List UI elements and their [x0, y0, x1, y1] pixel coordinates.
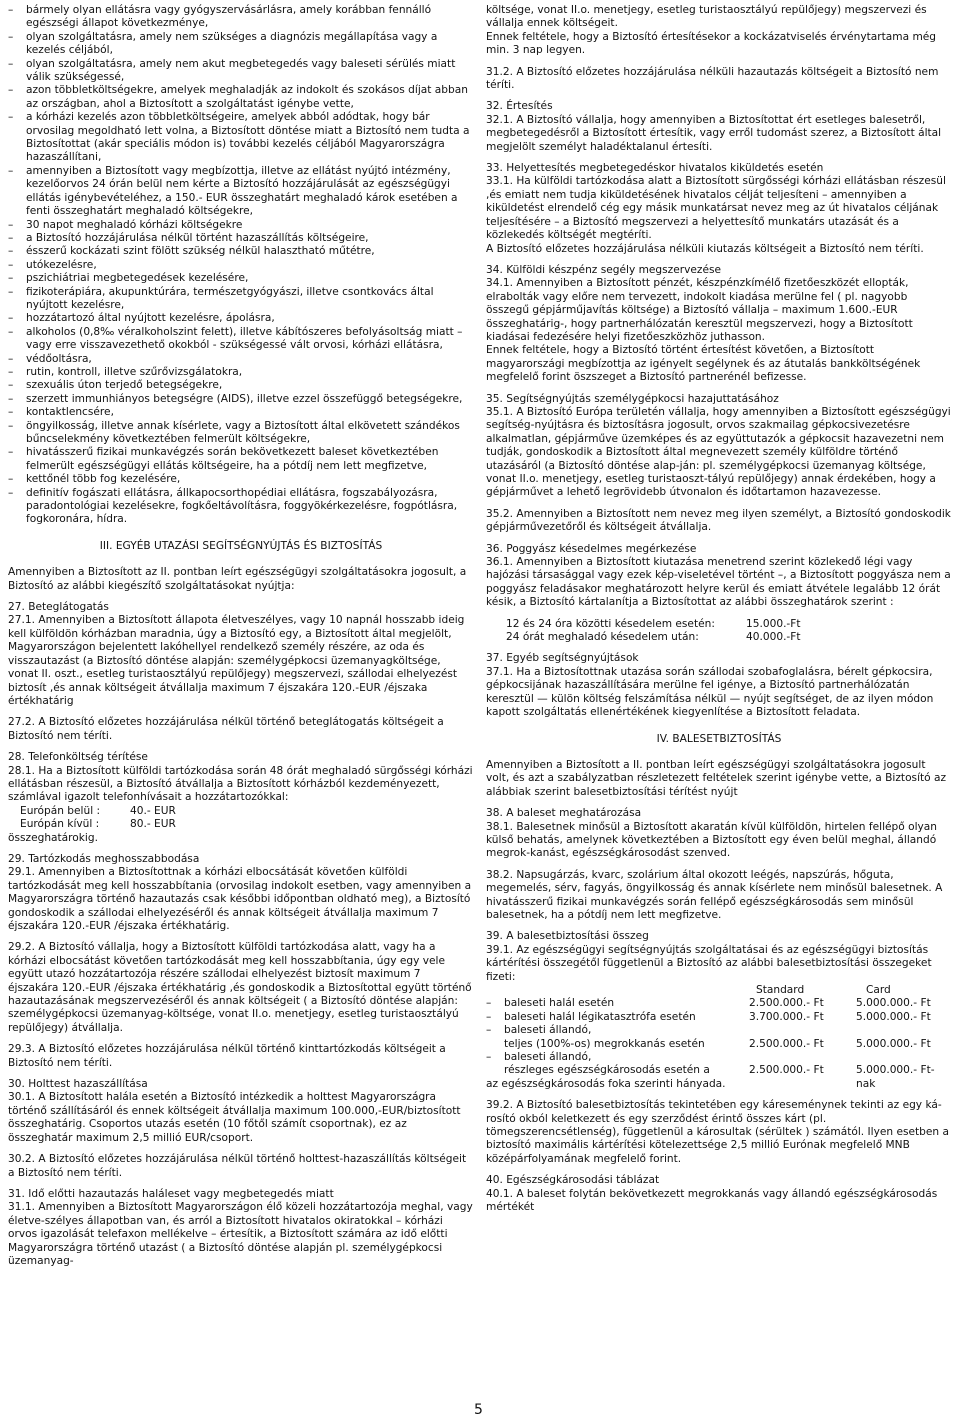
s37-1: 37.1. Ha a Biztosítottnak utazása során szállodai szobafoglalásra, bérelt gépkocsira, gépkocsijának hazaszállítására merülne fel igénye, a Biztosító partnerhálózatán keresztül — külön költség felszámítása nélkül — nyújt segítséget, de az ilyen módon kapott szolgáltatás ellenértékének kiegyenlítése a Biztosított feladata. — [486, 665, 934, 719]
s39-after: az egészségkárosodás foka szerinti hányada. — [486, 1077, 726, 1090]
benefit-standard-amount: 3.700.000.- Ft — [749, 1010, 824, 1023]
exclusion-item: – védőoltásra, — [8, 353, 474, 366]
benefit-label: – baleseti állandó, — [504, 1024, 592, 1037]
phone-row-label: Európán kívül : — [20, 818, 100, 831]
exclusion-item: – szexuális úton terjedő betegségekre, — [8, 379, 474, 392]
s27-2: 27.2. A Biztosító előzetes hozzájárulása nélkül történő beteglátogatás költségeit a Biztosító nem téríti. — [8, 716, 444, 742]
s34-title: 34. Külföldi készpénz segély megszervezése — [486, 263, 721, 276]
exclusion-item: – hozzátartozó által nyújtott kezelésre, ápolásra, — [8, 312, 474, 325]
exclusion-item: – a kórházi kezelés azon többletköltségeire, amelyek abból adódtak, hogy bár orvosilag megoldható lett volna, a Biztosított döntése miatt a Biztosító nem tudta a Biztosítottat (akár speciális módon is) további kezelés céljából Magyarországra hazaszállítani, — [8, 111, 474, 165]
s35-1: 35.1. A Biztosító Európa területén vállalja, hogy amennyiben a Biztosított egészségügyi segítség-nyújtásra és biztosításra jogosult, orvos szakmailag gépkocsivezetésre alkalmatlan, gépjárműve üzemképes és az együttutazók a gépkocsit hazavezetni nem tudják, gondoskodik a Biztosított által megnevezett személy külföldre történő utazásáról (a Biztosító döntése alap-ján: pl. személygépkocsi üzemanyag költsége, vonat II.o. menetjegy, esetleg turistaoszt-tályú repülőjegy) annak érdekében, hogy a gépjárművet a lehető legrövidebb útvonalon és időtartamon hazavezesse. — [486, 405, 951, 499]
benefit-card-amount: 5.000.000.- Ft — [856, 1010, 931, 1023]
exclusion-item: – kettőnél több fog kezelésére, — [8, 473, 474, 486]
benefit-standard-amount: 2.500.000.- Ft — [749, 1037, 824, 1050]
s39-1: 39.1. Az egészségügyi segítségnyújtás szolgáltatásai és az egészségügyi biztosítás kártérítési összegétől függetlenül a Biztosító az alábbi balesetbiztosítási összegeket fizeti: — [486, 943, 932, 983]
s29-title: 29. Tartózkodás meghosszabbodása — [8, 852, 200, 865]
s30-title: 30. Holttest hazaszállítása — [8, 1078, 148, 1091]
s32-title: 32. Értesítés — [486, 100, 553, 113]
exclusion-item: – bármely olyan ellátásra vagy gyógyszervásárlásra, amely korábban fennálló egészségi állapot következménye, — [8, 4, 474, 31]
section-iv-title: IV. BALESETBIZTOSÍTÁS — [656, 732, 782, 745]
exclusion-item: – amennyiben a Biztosított vagy megbízottja, illetve az ellátást nyújtó intézmény, kezelőorvos 24 órán belül nem kérte a Biztosító hozzájárulását az egészségügyi ellátás igénybevételéhez, a 150.- EUR összeghatárt meghaladó károk esetében a fenti összeghatárt meghaladó költségekre, — [8, 165, 474, 219]
section-iii-title: III. EGYÉB UTAZÁSI SEGÍTSÉGNYÚJTÁS ÉS BIZTOSÍTÁS — [99, 539, 383, 552]
s31-cont2: Ennek feltétele, hogy a Biztosító értesítésekor a kockázatviselés érvénytartama még min. 3 nap legyen. — [486, 30, 937, 57]
left-column — [8, 4, 474, 1268]
s27-1: 27.1. Amennyiben a Biztosított állapota életveszélyes, vagy 10 napnál hosszabb ideig kell külföldön kórházban maradnia, úgy a Biztosító egy, a Biztosított által megjelölt, Magyarországon bejelentett lakóhellyel rendelkező személy részére, az oda és visszautazást (a Biztosító döntése alapján: személygépkocsi üzemanyagköltsége, vonat II. oszt., esetleg turistaosztályú repülőjegy) megszervezi, szállodai elhelyezést biztosít ,és annak költségeit átvállalja maximum 7 éjszakára 120.-EUR /éjszaka értékhatárig — [8, 614, 465, 707]
exclusion-list — [8, 4, 474, 527]
s38-2: 38.2. Napsugárzás, kvarc, szolárium által okozott leégés, napszúrás, hőguta, megemelés, sérv, fagyás, öngyilkosság és annak kísérlete nem minősül balesetnek. A hivatásszerű fizikai munkavégzés során fellépő egészségkárosodás sem minősül balesetnek, ha a pótdíj nem lett megfizetve. — [486, 868, 943, 921]
exclusion-item: – azon többletköltségekre, amelyek meghaladják az indokolt és szokásos díjat abban az országban, ahol a Biztosított a szolgáltatást igénybe vette, — [8, 84, 474, 111]
s33-1: 33.1. Ha külföldi tartózkodása alatt a Biztosított sürgősségi kórházi ellátásban részesül ,és emiatt nem tudja kiküldetésének hivatalos célját teljesíteni – amennyiben a kiküldetést elrendelő cég egy másik munkatársat nevez meg az út hivatalos céljának teljesítésére – a Biztosító megszervezi a helyettesítő munkatárs utazását és a közlekedés költségét megtéríti. — [486, 175, 946, 242]
exclusion-item: – alkoholos (0,8‰ véralkoholszint felett), illetve kábítószeres befolyásoltság miatt – vagy erre visszavezethető okokból - szükségessé vált orvosi, kórházi ellátásra, — [8, 326, 474, 353]
benefit-table-header — [486, 984, 952, 997]
s29-3: 29.3. A Biztosító előzetes hozzájárulása nélkül történő kinttartózkodás költségeit a Biztosító nem téríti. — [8, 1043, 446, 1069]
benefit-label: részleges egészségkárosodás esetén a — [504, 1064, 710, 1077]
s40-1: 40.1. A baleset folytán bekövetkezett megrokkanás vagy állandó egészségkárosodás mértékét — [486, 1187, 938, 1214]
s35-title: 35. Segítségnyújtás személygépkocsi hazajuttatásához — [486, 392, 779, 405]
benefit-label: teljes (100%-os) megrokkanás esetén — [504, 1037, 705, 1050]
phone-row-label: Európán belül : — [20, 804, 101, 817]
s34-1: 34.1. Amennyiben a Biztosított pénzét, készpénzkímélő fizetőeszközét ellopták, elrabolták vagy előre nem tervezett, indokolt kiadása merülne fel ( pl. nagyobb összegű gépjárműjavítás költsége) a Biztosító vállalja – maximum 1.600.-EUR összeghatárig-, hogy partnerhálózatán keresztül megszervezi, hogy a Biztosított kiadásai fedezésére helyi fizetőeszközhöz juthasson. — [486, 277, 913, 343]
benefit-standard-amount: 2.500.000.- Ft — [749, 1064, 824, 1077]
delay-row-label: 12 és 24 óra közötti késedelem esetén: — [506, 617, 715, 630]
col-card-header: Card — [866, 984, 891, 996]
s35-2: 35.2. Amennyiben a Biztosított nem nevez meg ilyen személyt, a Biztosító gondoskodik gépjárművezetőről és költségeit átvállalja. — [486, 507, 951, 534]
exclusion-item: – olyan szolgáltatásra, amely nem akut megbetegedés vagy baleseti sérülés miatt válik szükségessé, — [8, 58, 474, 85]
exclusion-item: – fizikoterápiára, akupunktúrára, természetgyógyászi, illetve csontkovács által nyújtott kezelésre, — [8, 286, 474, 313]
exclusion-item: – 30 napot meghaladó kórházi költségekre — [8, 219, 474, 232]
s30-1: 30.1. A Biztosított halála esetén a Biztosító intézkedik a holttest Magyarországra történő szállításáról és ennek költségeit átvállalja maximum 100.000,-EUR/biztosított összeghatárig. Csoportos utazás esetén (10 főtől számít csoportnak), ez az összeghatár maximum 2,5 millió EUR/csoport. — [8, 1091, 461, 1144]
exclusion-item: – a Biztosító hozzájárulása nélkül történt hazaszállítás költségeire, — [8, 232, 474, 245]
exclusion-item: – olyan szolgáltatásra, amely nem szükséges a diagnózis megállapítása vagy a kezelés céljából, — [8, 31, 474, 58]
s37-title: 37. Egyéb segítségnyújtások — [486, 652, 639, 665]
s39-2: 39.2. A Biztosító balesetbiztosítás tekintetében egy káreseménynek tekinti az egy ká-rosító okból keletkezett és egy szerződést érintő összes kárt (pl. tömegszerencsétlenség), függetlenül a károsultak (sérültek ) számától. Ilyen esetben a biztosító maximális kártérítési kötelezettsége 2,5 millió Eurónak megfelelő MNB középárfolyamának megfelelő forint. — [486, 1099, 949, 1165]
delay-row-value: 15.000.-Ft — [746, 617, 801, 630]
phone-row-value: 40.- EUR — [130, 804, 176, 817]
exclusion-item: – pszichiátriai megbetegedések kezelésére, — [8, 272, 474, 285]
benefit-card-amount: 5.000.000.- Ft-nak — [856, 1064, 935, 1090]
phone-row-value: 80.- EUR — [130, 818, 176, 831]
s28-title: 28. Telefonköltség térítése — [8, 751, 148, 764]
s33-2: A Biztosító előzetes hozzájárulása nélküli kiutazás költségeit a Biztosító nem téríti. — [486, 242, 924, 255]
s31-title: 31. Idő előtti hazautazás haláleset vagy megbetegedés miatt — [8, 1187, 334, 1200]
s38-1: 38.1. Balesetnek minősül a Biztosított akaratán kívül külföldön, hirtelen fellépő olyan külső behatás, amelynek következtében a Biztosított egy éven belül meghal, állandó megrok-kanást, egészségkárosodást szenved. — [486, 820, 938, 860]
benefit-card-amount: 5.000.000.- Ft — [856, 997, 931, 1010]
benefit-label: – baleseti halál légikatasztrófa esetén — [504, 1010, 696, 1023]
exclusion-item: – hivatásszerű fizikai munkavégzés során bekövetkezett baleset következtében felmerült egészségügyi ellátás költségeire, ha a pótdíj nem lett megfizetve, — [8, 446, 474, 473]
benefit-row — [486, 1011, 952, 1024]
s33-title: 33. Helyettesítés megbetegedéskor hivatalos kiküldetés esetén — [486, 162, 824, 175]
benefit-standard-amount: 2.500.000.- Ft — [749, 997, 824, 1010]
s28-after: összeghatárokig. — [8, 831, 98, 844]
exclusion-item: – szerzett immunhiányos betegségre (AIDS), illetve ezzel összefüggő betegségekre, — [8, 393, 474, 406]
s27-title: 27. Beteglátogatás — [8, 601, 109, 614]
s31-2: 31.2. A Biztosító előzetes hozzájárulása nélküli hazautazás költségeit a Biztosító nem téríti. — [486, 65, 939, 92]
exclusion-item: – kontaktlencsére, — [8, 406, 474, 419]
s34-2: Ennek feltétele, hogy a Biztosító történt értesítést követően, a Biztosított magyarországi megbízottja az igényelt segélynek és az átutalás bankköltségének megfelelő forint öszszeget a Biztosító partnerénél befizesse. — [486, 344, 921, 384]
s36-1: 36.1. Amennyiben a Biztosított kiutazása menetrend szerint közlekedő légi vagy hajózási társasággal vagy ezek kép-viseletével történt –, a Biztosított poggyásza nem a poggyász feladásakor meghatározott helyre kerül és emiatt átvétele legalább 12 órát késik, a Biztosító kártalanítja a Biztosítottat az alábbi összeghatárok szerint : — [486, 556, 951, 609]
benefit-row — [486, 1024, 952, 1051]
section-iii-intro: Amennyiben a Biztosított az II. pontban leírt egészségügyi szolgáltatásokra jogosult, a Biztosító az alábbi kiegészítő szolgáltatásokat nyújtja: — [8, 566, 467, 592]
s31-1: 31.1. Amennyiben a Biztosított Magyarországon élő közeli hozzátartozója meghal, vagy életve-szélyes állapotban van, és arról a Biztosított hivatalos okiratokkal – kórházi orvos igazolását telefaxon mellékelve – értesítik, a Biztosított számára az idő előtti Magyarországra történő utazást ( a Biztosító döntése alapján pl. személygépkocsi üzemanyag- — [8, 1201, 473, 1267]
delay-compensation-table — [486, 618, 952, 645]
right-column — [486, 4, 952, 1214]
benefit-card-amount: 5.000.000.- Ft — [856, 1037, 931, 1050]
delay-row-label: 24 órát meghaladó késedelem után: — [506, 631, 699, 644]
exclusion-item: – öngyilkosság, illetve annak kísérlete, vagy a Biztosított által elkövetett szándékos bűncselekmény következtében felmerült költségekre, — [8, 420, 474, 447]
s29-2: 29.2. A Biztosító vállalja, hogy a Biztosított külföldi tartózkodása alatt, vagy ha a kórházi elbocsátást követően tartózkodását meg kell hosszabbítania, úgy egy vele együtt utazó hozzátartozója részére szállodai elhelyezést biztosít maximum 7 éjszakára 120.-EUR /éjszaka értékhatárig ,és gondoskodik a Biztosítottal együtt történő hazautazásának megszervezéséről és annak költségeit ( a Biztosító döntése alapján: személygépkocsi üzemanyag-költsége, vonat II.o. menetjegy, esetleg turistaosztályú repülőjegy) átvállalja. — [8, 941, 472, 1034]
page-number: 5 — [474, 1402, 483, 1418]
s36-title: 36. Poggyász késedelmes megérkezése — [486, 542, 697, 555]
exclusion-item: – ésszerű kockázati szint fölött szükség nélkül halasztható műtétre, — [8, 245, 474, 258]
s39-title: 39. A balesetbiztosítási összeg — [486, 930, 649, 943]
s29-1: 29.1. Amennyiben a Biztosítottnak a kórházi elbocsátását követően külföldi tartózkodását meg kell hosszabbítania (orvosilag indokolt esetben, vagy amennyiben a Magyarországra történő hazautazás csak későbbi időpontban oldható meg), a Biztosító gondoskodik a szállodai elhelyezéséről és annak költségeit átvállalja maximum 7 éjszakára 120.-EUR /éjszaka értékhatárig. — [8, 866, 472, 932]
col-standard-header: Standard — [756, 984, 805, 996]
section-iv-intro: Amennyiben a Biztosított a II. pontban leírt egészségügyi szolgáltatásokra jogosult volt, és azt a szabályzatban részletezett feltételek szerint igénybe vette, a Biztosító az alábbiak szerint balesetbiztosítási térítést nyújt — [486, 758, 947, 798]
phone-limits-table — [8, 805, 474, 832]
benefit-row — [486, 997, 952, 1010]
exclusion-item: – rutin, kontroll, illetve szűrővizsgálatokra, — [8, 366, 474, 379]
s31-cont: költsége, vonat II.o. menetjegy, esetleg turistaosztályú repülőjegy) megszervezi és vállalja ennek költségeit. — [486, 4, 927, 30]
s30-2: 30.2. A Biztosító előzetes hozzájárulása nélkül történő holttest-hazaszállítás költségeit a Biztosító nem téríti. — [8, 1153, 467, 1179]
benefit-label: – baleseti halál esetén — [504, 997, 615, 1010]
delay-row-value: 40.000.-Ft — [746, 631, 801, 644]
exclusion-item: – utókezelésre, — [8, 259, 474, 272]
s40-title: 40. Egészségkárosodási táblázat — [486, 1174, 660, 1187]
s28-1: 28.1. Ha a Biztosított külföldi tartózkodása során 48 órát meghaladó sürgősségi kórházi ellátásban részesül, a Biztosító átvállalja a Biztosított kórházból kezdeményezett, számlával igazolt telefonhívásait a hozzátartozókkal: — [8, 764, 473, 804]
s32-1: 32.1. A Biztosító vállalja, hogy amennyiben a Biztosítottat ért esetleges balesetről, megbetegedésről a Biztosított értesítik, vagy erről tudomást szerez, a Biztosított által megjelölt személyt haladéktalanul értesíti. — [486, 113, 942, 153]
benefit-label: – baleseti állandó, — [504, 1051, 592, 1064]
exclusion-item: – definitív fogászati ellátásra, állkapocsorthopédiai ellátásra, fogszabályozásra, paradontológiai kezelésekre, fogkőeltávolításra, foggyökérkezelésre, fogpótlásra, fogkoronára, hídra. — [8, 487, 474, 527]
s38-title: 38. A baleset meghatározása — [486, 807, 642, 820]
